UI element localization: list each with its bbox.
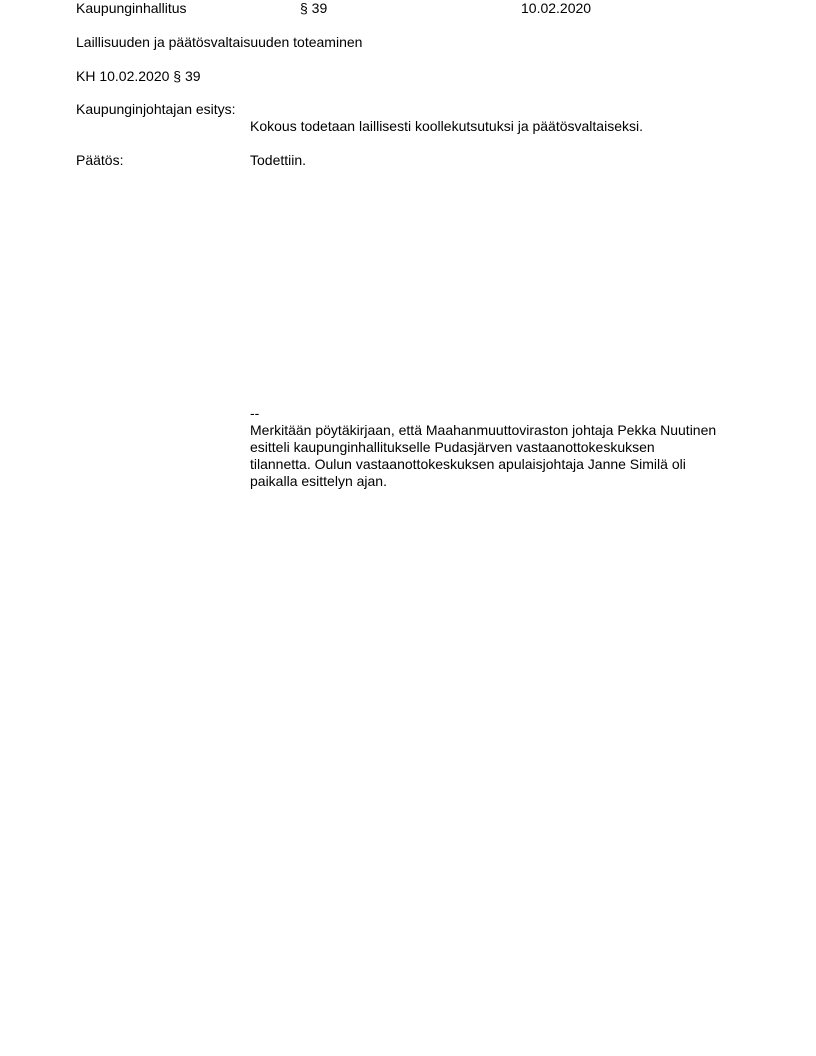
proposal-label: Kaupunginjohtajan esitys: (76, 101, 236, 117)
meeting-date: 10.02.2020 (521, 0, 592, 16)
section-number: § 39 (300, 0, 328, 16)
note-line: Merkitään pöytäkirjaan, että Maahanmuuttoviraston johtaja Pekka Nuutinen (250, 422, 717, 438)
note-line: esitteli kaupunginhallitukselle Pudasjärven vastaanottokeskuksen (250, 439, 655, 455)
note-line: paikalla esittelyn ajan. (250, 473, 387, 489)
organ-name: Kaupunginhallitus (76, 0, 187, 16)
note-separator: -- (250, 405, 260, 421)
reference-line: KH 10.02.2020 § 39 (76, 68, 201, 84)
decision-text: Todettiin. (250, 152, 307, 168)
decision-label: Päätös: (76, 152, 124, 168)
page-title: Laillisuuden ja päätösvaltaisuuden toteaminen (76, 34, 363, 50)
proposal-text: Kokous todetaan laillisesti koollekutsutuksi ja päätösvaltaiseksi. (250, 118, 643, 134)
note-paragraph (250, 405, 750, 490)
note-line: tilannetta. Oulun vastaanottokeskuksen apulaisjohtaja Janne Similä oli (250, 456, 686, 472)
